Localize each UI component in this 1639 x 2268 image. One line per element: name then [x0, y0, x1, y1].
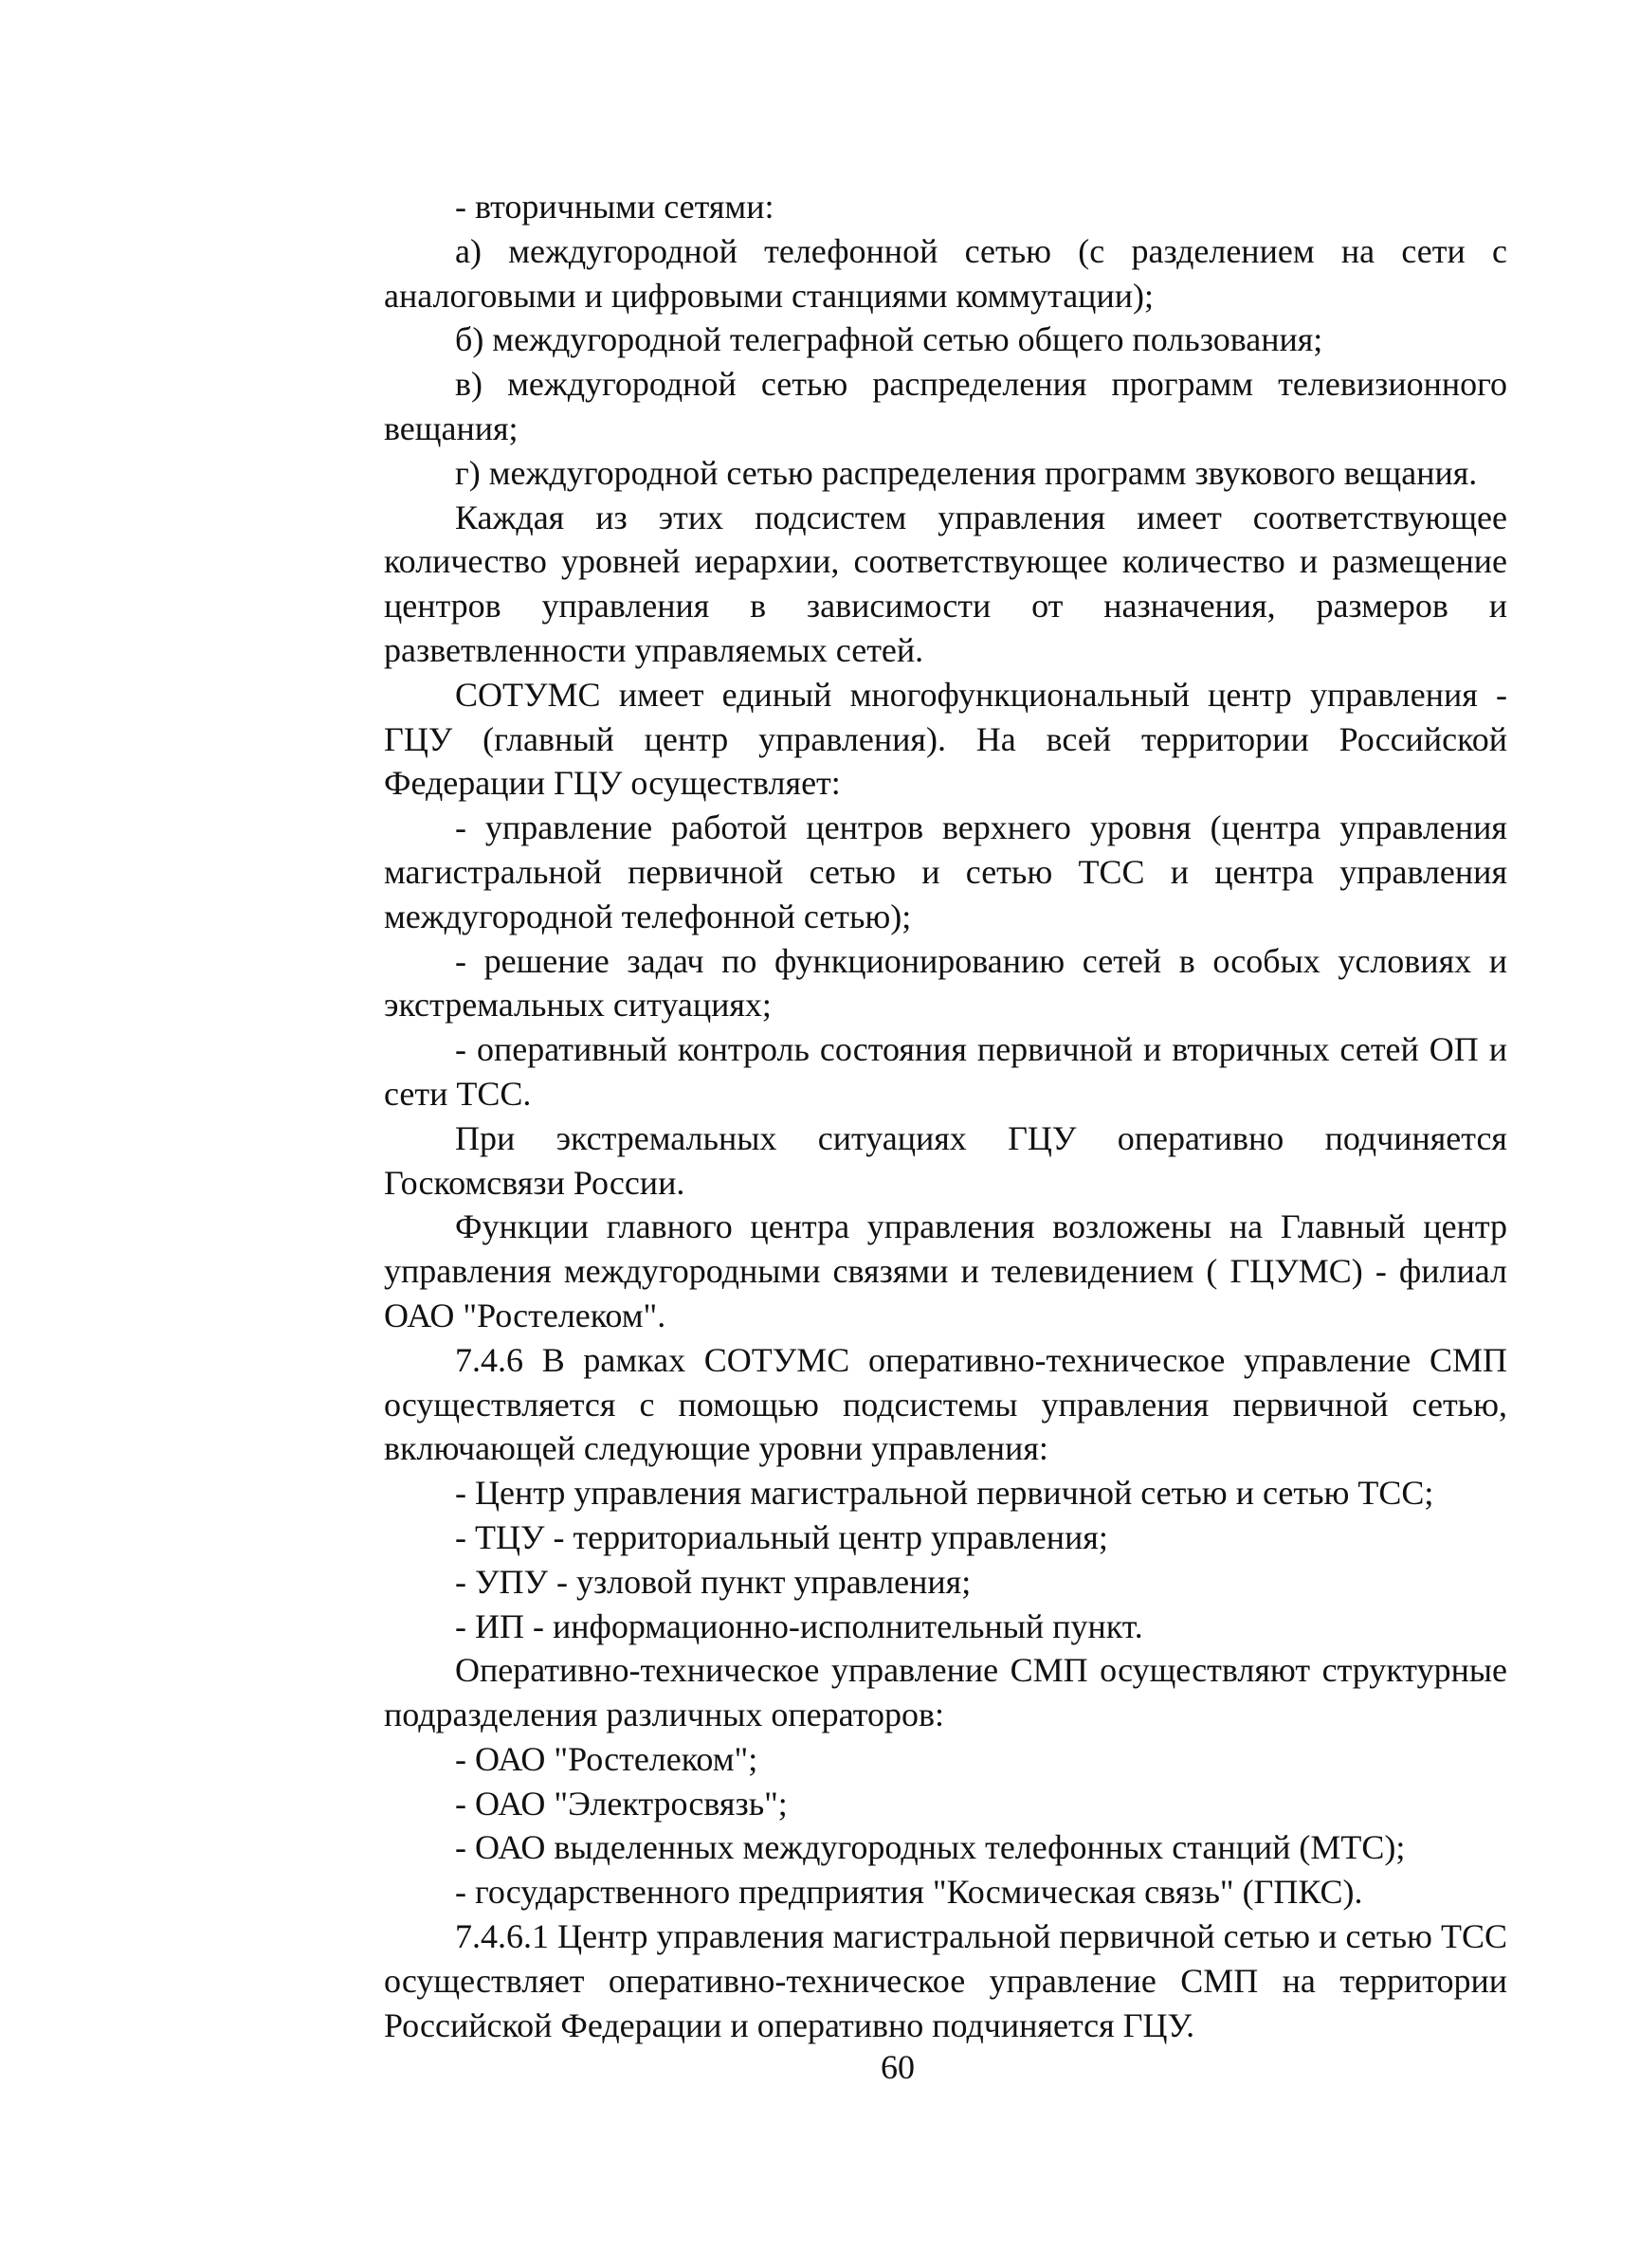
paragraph: - решение задач по функционированию сетей в особых условиях и экстремальных ситуациях; [384, 941, 1507, 1025]
paragraph: Функции главного центра управления возложены на Главный центр управления междугородными связями и телевидением ( ГЦУМС) - филиал ОАО "Ростелеком". [384, 1207, 1507, 1334]
paragraph: - Центр управления магистральной первичной сетью и сетью ТСС; [455, 1474, 1434, 1513]
paragraph: Оперативно-техническое управление СМП осуществляют структурные подразделения различных операторов: [384, 1651, 1507, 1734]
paragraph: СОТУМС имеет единый многофункциональный центр управления - ГЦУ (главный центр управления). На всей территории Российской Федерации ГЦУ осуществляет: [384, 675, 1507, 803]
paragraph: - ОАО "Ростелеком"; [455, 1739, 758, 1778]
paragraph: - управление работой центров верхнего уровня (центра управления магистральной первичной сетью и сетью ТСС и центра управления междугородной телефонной сетью); [384, 808, 1507, 935]
paragraph: - вторичными сетями: [455, 188, 774, 226]
paragraph: а) междугородной телефонной сетью (с разделением на сети с аналоговыми и цифровыми станциями коммутации); [384, 231, 1507, 315]
page-number: 60 [881, 2048, 915, 2086]
paragraph: - ТЦУ - территориальный центр управления; [455, 1517, 1108, 1556]
paragraph: - оперативный контроль состояния первичной и вторичных сетей ОП и сети ТСС. [384, 1030, 1507, 1113]
paragraph: г) междугородной сетью распределения программ звукового вещания. [455, 453, 1478, 492]
paragraph: - государственного предприятия "Космическая связь" (ГПКС). [455, 1873, 1363, 1912]
paragraph: 7.4.6 В рамках СОТУМС оперативно-техническое управление СМП осуществляется с помощью подсистемы управления первичной сетью, включающей следующие уровни управления: [384, 1340, 1507, 1468]
paragraph: При экстремальных ситуациях ГЦУ оперативно подчиняется Госкомсвязи России. [384, 1118, 1507, 1202]
paragraph: в) междугородной сетью распределения программ телевизионного вещания; [384, 365, 1507, 447]
paragraph: б) междугородной телеграфной сетью общего пользования; [455, 320, 1323, 359]
document-body [384, 185, 1507, 2047]
paragraph: 7.4.6.1 Центр управления магистральной первичной сетью и сетью ТСС осуществляет оперативно-техническое управление СМП на территории Российской Федерации и оперативно подчиняется ГЦУ. [384, 1917, 1507, 2044]
paragraph: - ИП - информационно-исполнительный пункт. [455, 1606, 1143, 1645]
paragraph: Каждая из этих подсистем управления имеет соответствующее количество уровней иерархии, соответствующее количество и размещение центров управления в зависимости от назначения, размеров и разветвленности управляемых сетей. [384, 498, 1507, 669]
paragraph: - УПУ - узловой пункт управления; [455, 1562, 972, 1601]
paragraph: - ОАО "Электросвязь"; [455, 1784, 788, 1823]
paragraph: - ОАО выделенных междугородных телефонных станций (МТС); [455, 1828, 1406, 1867]
